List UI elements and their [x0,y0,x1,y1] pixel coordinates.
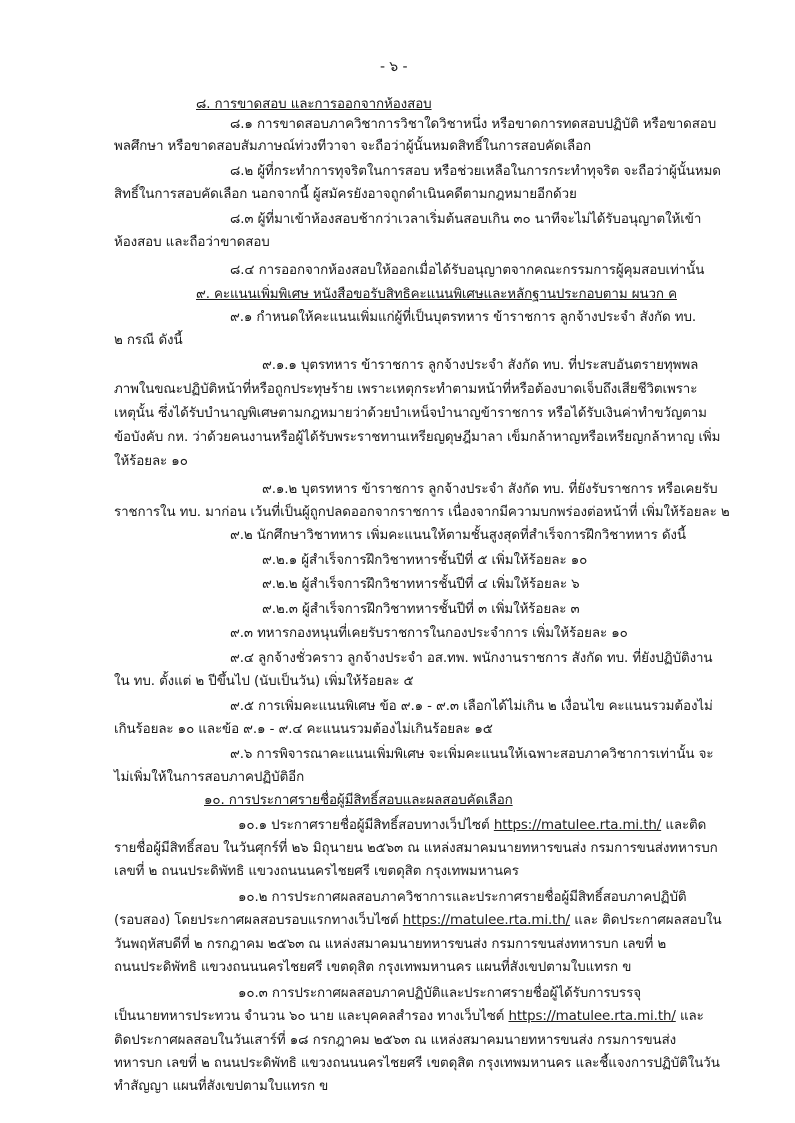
paragraph-10-1-line-1 [238,817,706,835]
paragraph-9-5-line-2: เกินร้อยละ ๑๐ และข้อ ๙.๑ - ๙.๔ คะแนนรวมต้องไม่เกินร้อยละ ๑๕ [114,722,493,737]
page-number: - ๖ - [380,59,408,75]
paragraph-10-1-text-before-link: ๑๐.๑ ประกาศรายชื่อผู้มีสิทธิ์สอบทางเว็ปไซต์ [238,818,490,833]
paragraph-9-4-line-1: ๙.๔ ลูกจ้างชั่วคราว ลูกจ้างประจำ อส.ทพ. พนักงานราชการ สังกัด ทบ. ที่ยังปฏิบัติงาน [230,651,713,666]
paragraph-9-1-2-line-2: ราชการใน ทบ. มาก่อน เว้นที่เป็นผู้ถูกปลดออกจากราชการ เนื่องจากมีความบกพร่องต่อหน้าที่ เพิ่มให้ร้อยละ ๒ [114,505,730,520]
paragraph-10-2-text-after-link: และ ติดประกาศผลสอบใน [574,913,722,928]
paragraph-10-1-text-after-link: และติด [665,818,707,833]
paragraph-10-3-line-2 [114,1008,704,1026]
paragraph-9-1-1-line-1: ๙.๑.๑ บุตรทหาร ข้าราชการ ลูกจ้างประจำ สังกัด ทบ. ที่ประสบอันตรายทุพพล [262,358,699,373]
website-link[interactable]: https://matulee.rta.mi.th/ [402,913,571,928]
paragraph-8-4: ๘.๔ การออกจากห้องสอบให้ออกเมื่อได้รับอนุญาตจากคณะกรรมการผู้คุมสอบเท่านั้น [230,263,705,278]
paragraph-9-1-line-1: ๙.๑ กำหนดให้คะแนนเพิ่มแก่ผู้ที่เป็นบุตรทหาร ข้าราชการ ลูกจ้างประจำ สังกัด ทบ. [230,310,697,325]
paragraph-9-1-1-line-3: เหตุนั้น ซึ่งได้รับบำนาญพิเศษตามกฎหมายว่าด้วยบำเหน็จบำนาญข้าราชการ หรือได้รับเงินค่าทำขวัญตาม [114,406,707,421]
paragraph-9-1-1-line-2: ภาพในขณะปฏิบัติหน้าที่หรือถูกประทุษร้าย เพราะเหตุกระทำตามหน้าที่หรือต้องบาดเจ็บถึงเสียชีวิตเพราะ [114,382,698,397]
paragraph-10-2-text-before-link: (รอบสอง) โดยประกาศผลสอบรอบแรกทางเว็บไซต์ [114,913,399,928]
paragraph-10-2-line-2 [114,912,722,930]
paragraph-9-5-line-1: ๙.๕ การเพิ่มคะแนนพิเศษ ข้อ ๙.๑ - ๙.๓ เลือกได้ไม่เกิน ๒ เงื่อนไข คะแนนรวมต้องไม่ [230,699,713,714]
section-9-heading-text: ๙. คะแนนเพิ่มพิเศษ หนังสือขอรับสิทธิคะแนนพิเศษและหลักฐานประกอบตาม ผนวก ค [196,287,677,302]
paragraph-9-1-1-line-4: ข้อบังคับ กห. ว่าด้วยคนงานหรือผู้ได้รับพระราชทานเหรียญดุษฎีมาลา เข็มกล้าหาญหรือเหรียญกล้าหาญ เพิ่ม [114,430,721,445]
paragraph-8-3-line-1: ๘.๓ ผู้ที่มาเข้าห้องสอบช้ากว่าเวลาเริ่มต้นสอบเกิน ๓๐ นาทีจะไม่ได้รับอนุญาตให้เข้า [230,212,702,227]
paragraph-10-2-line-1: ๑๐.๒ การประกาศผลสอบภาควิชาการและประกาศรายชื่อผู้มีสิทธิ์สอบภาคปฏิบัติ [238,890,687,905]
paragraph-10-2-line-3: วันพฤหัสบดีที่ ๒ กรกฎาคม ๒๕๖๓ ณ แหล่งสมาคมนายทหารขนส่ง กรมการขนส่งทหารบก เลขที่ ๒ [114,937,667,952]
paragraph-10-1-line-2: รายชื่อผู้มีสิทธิ์สอบ ในวันศุกร์ที่ ๒๖ มิถุนายน ๒๕๖๓ ณ แหล่งสมาคมนายทหารขนส่ง กรมการขนส่งทหารบก [114,841,718,856]
paragraph-10-3-text-before-link: เป็นนายทหารประทวน จำนวน ๖๐ นาย และบุคคลสำรอง ทางเว็บไซต์ [114,1009,505,1024]
paragraph-9-4-line-2: ใน ทบ. ตั้งแต่ ๒ ปีขึ้นไป (นับเป็นวัน) เพิ่มให้ร้อยละ ๕ [114,674,414,689]
paragraph-8-3-line-2: ห้องสอบ และถือว่าขาดสอบ [114,235,270,250]
paragraph-8-1-line-1: ๘.๑ การขาดสอบภาควิชาการวิชาใดวิชาหนึ่ง หรือขาดการทดสอบปฏิบัติ หรือขาดสอบ [230,117,717,132]
section-9-heading [196,286,677,304]
paragraph-9-1-2-line-1: ๙.๑.๒ บุตรทหาร ข้าราชการ ลูกจ้างประจำ สังกัด ทบ. ที่ยังรับราชการ หรือเคยรับ [262,482,718,497]
paragraph-10-3-line-4: ทหารบก เลขที่ ๒ ถนนประดิพัทธิ แขวงถนนนครไชยศรี เขตดุสิต กรุงเทพมหานคร และชี้แจงการปฏิบัติในวัน [114,1056,720,1071]
paragraph-10-3-line-1: ๑๐.๓ การประกาศผลสอบภาคปฏิบัติและประกาศรายชื่อผู้ได้รับการบรรจุ [238,986,641,1001]
paragraph-9-2-1: ๙.๒.๑ ผู้สำเร็จการฝึกวิชาทหารชั้นปีที่ ๕ เพิ่มให้ร้อยละ ๑๐ [262,553,588,568]
paragraph-8-1-line-2: พลศึกษา หรือขาดสอบสัมภาษณ์ท่วงทีวาจา จะถือว่าผู้นั้นหมดสิทธิ์ในการสอบคัดเลือก [114,139,592,154]
paragraph-9-1-1-line-5: ให้ร้อยละ ๑๐ [114,454,188,469]
paragraph-10-3-line-3: ติดประกาศผลสอบในวันเสาร์ที่ ๑๘ กรกฎาคม ๒๕๖๓ ณ แหล่งสมาคมนายทหารขนส่ง กรมการขนส่ง [114,1033,677,1048]
paragraph-9-6-line-2: ไม่เพิ่มให้ในการสอบภาคปฏิบัติอีก [114,770,305,785]
paragraph-10-3-line-5: ทำสัญญา แผนที่สังเขปตามใบแทรก ข [114,1079,329,1094]
paragraph-10-1-line-3: เลขที่ ๒ ถนนประดิพัทธิ แขวงถนนนครไชยศรี เขตดุสิต กรุงเทพมหานคร [114,864,519,879]
paragraph-9-2: ๙.๒ นักศึกษาวิชาทหาร เพิ่มคะแนนให้ตามชั้นสูงสุดที่สำเร็จการฝึกวิชาทหาร ดังนี้ [230,528,686,543]
website-link[interactable]: https://matulee.rta.mi.th/ [493,818,662,833]
paragraph-8-2-line-1: ๘.๒ ผู้ที่กระทำการทุจริตในการสอบ หรือช่วยเหลือในการกระทำทุจริต จะถือว่าผู้นั้นหมด [230,164,721,179]
section-10-heading: ๑๐. การประกาศรายชื่อผู้มีสิทธิ์สอบและผลสอบคัดเลือก [204,793,513,808]
paragraph-9-3: ๙.๓ ทหารกองหนุนที่เคยรับราชการในกองประจำการ เพิ่มให้ร้อยละ ๑๐ [230,626,628,641]
paragraph-10-2-line-4: ถนนประดิพัทธิ แขวงถนนนครไชยศรี เขตดุสิต กรุงเทพมหานคร แผนที่สังเขปตามใบแทรก ข [114,960,632,975]
paragraph-9-2-2: ๙.๒.๒ ผู้สำเร็จการฝึกวิชาทหารชั้นปีที่ ๔ เพิ่มให้ร้อยละ ๖ [262,577,580,592]
section-8-heading: ๘. การขาดสอบ และการออกจากห้องสอบ [196,97,432,112]
paragraph-10-3-text-after-link: และ [679,1009,704,1024]
website-link[interactable]: https://matulee.rta.mi.th/ [508,1009,676,1024]
paragraph-9-2-3: ๙.๒.๓ ผู้สำเร็จการฝึกวิชาทหารชั้นปีที่ ๓ เพิ่มให้ร้อยละ ๓ [262,602,580,617]
paragraph-9-6-line-1: ๙.๖ การพิจารณาคะแนนเพิ่มพิเศษ จะเพิ่มคะแนนให้เฉพาะสอบภาควิชาการเท่านั้น จะ [230,747,714,762]
paragraph-8-2-line-2: สิทธิ์ในการสอบคัดเลือก นอกจากนี้ ผู้สมัครยังอาจถูกดำเนินคดีตามกฎหมายอีกด้วย [114,187,577,202]
paragraph-9-1-line-2: ๒ กรณี ดังนี้ [114,333,183,348]
